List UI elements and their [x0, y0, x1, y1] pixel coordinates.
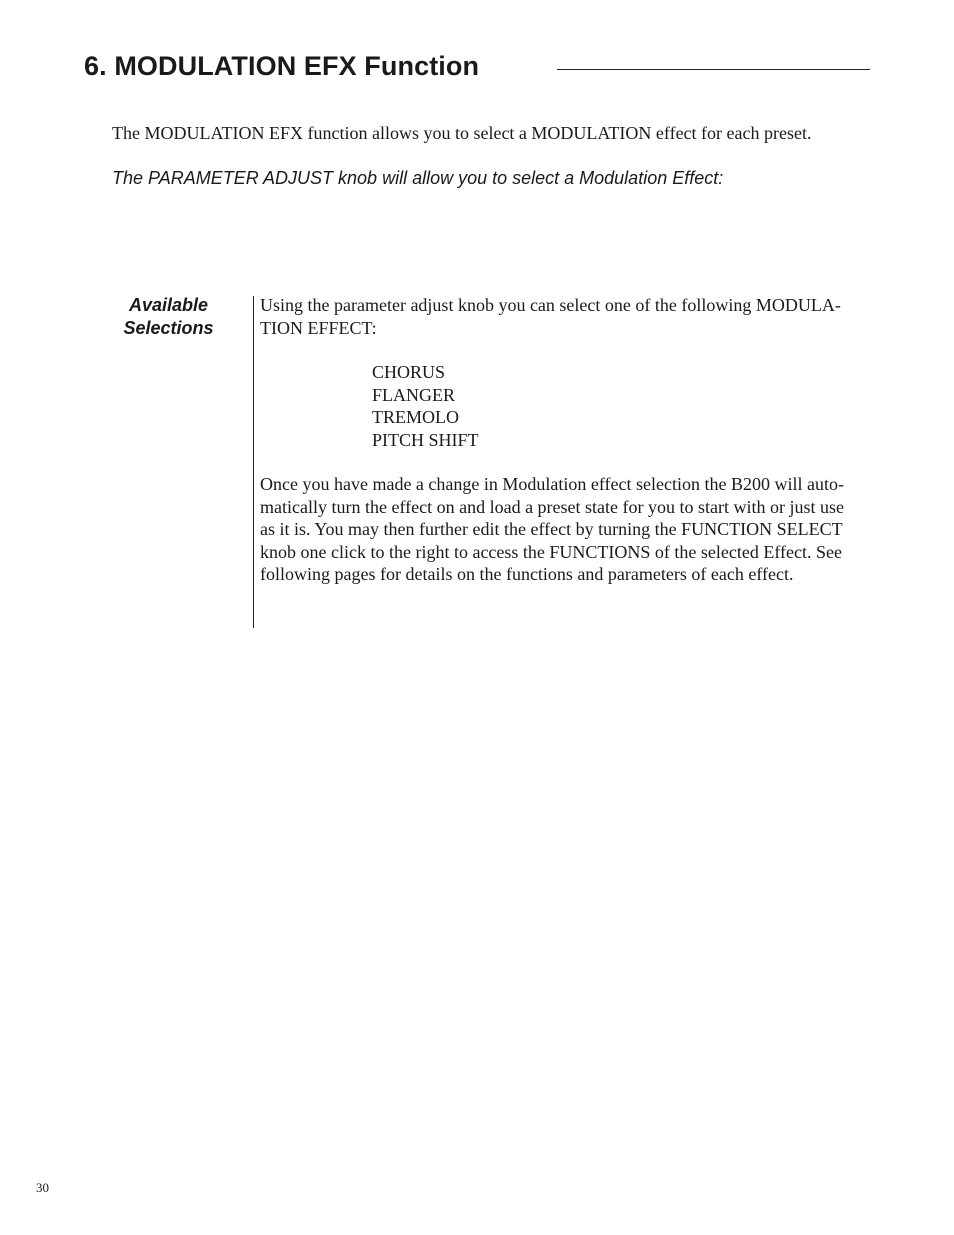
- list-item: CHORUS: [372, 362, 446, 382]
- effects-list: [372, 361, 870, 451]
- section-label-line-1: Available: [128, 295, 209, 315]
- page-title: 6. MODULATION EFX Function: [84, 51, 480, 81]
- section-lead: Using the parameter adjust knob you can select one of the following MODULA- TION EFFECT:: [260, 295, 841, 338]
- list-item: FLANGER: [372, 384, 456, 405]
- list-item: TREMOLO: [372, 407, 459, 427]
- page-number: 30: [36, 1180, 49, 1195]
- section-label: [108, 294, 229, 340]
- section-label-line-2: Selections: [123, 318, 214, 338]
- column-divider: [253, 296, 254, 628]
- list-item: PITCH SHIFT: [372, 429, 479, 450]
- section-body: [260, 294, 870, 586]
- intro-italic-text: The PARAMETER ADJUST knob will allow you to select a Modulation Effect:: [112, 168, 724, 188]
- section-paragraph: Once you have made a change in Modulation effect selection the B200 will auto- matically turn the effect on and load a preset state for you to start with or just use as it is. You may then further edit the effect by turning the FUNCTION SELECT knob one click to the right to access the FUNCTIONS of the selected Effect. See following pages for details on the functions and parameters of each effect.: [260, 474, 844, 584]
- intro-text: The MODULATION EFX function allows you to select a MODULATION effect for each preset.: [112, 123, 812, 143]
- title-rule: [557, 69, 870, 70]
